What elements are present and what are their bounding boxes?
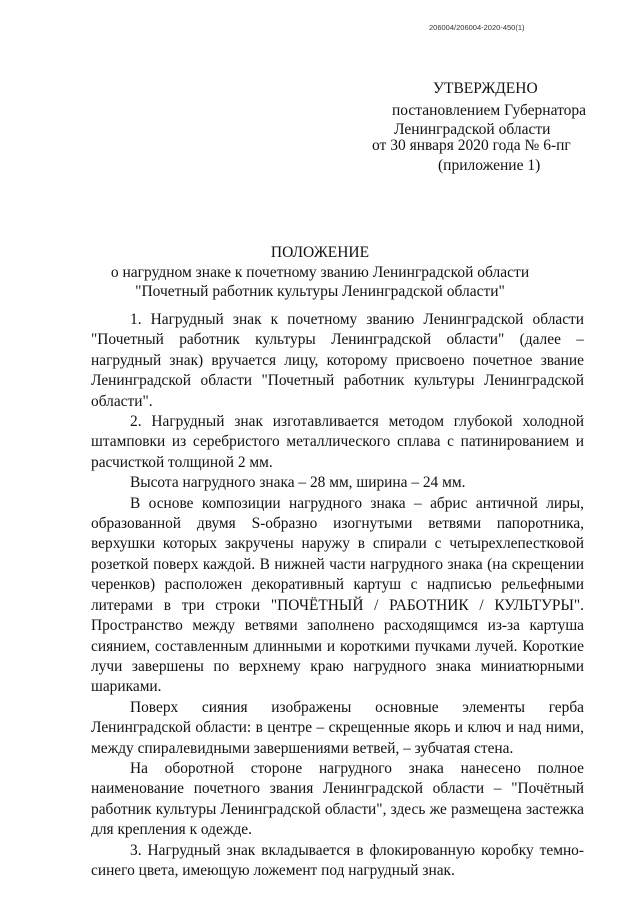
body-paragraph: 2. Нагрудный знак изготавливается методом глубокой холодной штамповки из серебристого металлического сплава с патинированием и расчисткой толщиной 2 мм. bbox=[91, 413, 584, 471]
title-heading: ПОЛОЖЕНИЕ bbox=[270, 244, 370, 261]
title-subtitle-2: "Почетный работник культуры Ленинградской области" bbox=[135, 283, 505, 300]
document-id: 206004/206004-2020-450(1) bbox=[429, 23, 525, 32]
body-paragraph: 3. Нагрудный знак вкладывается в флокированную коробку темно-синего цвета, имеющую ложемент под нагрудный знак. bbox=[91, 841, 584, 879]
body-paragraph: Поверх сияния изображены основные элементы герба Ленинградской области: в центре – скрещенные якорь и ключ и над ними, между спиралевидными завершениями ветвей, – зубчатая стена. bbox=[91, 698, 584, 757]
approval-line-1: постановлением Губернатора bbox=[392, 102, 587, 119]
appendix-label: (приложение 1) bbox=[438, 157, 541, 174]
body-paragraph: Высота нагрудного знака – 28 мм, ширина – 24 мм. bbox=[130, 474, 466, 492]
document-body bbox=[91, 310, 584, 881]
body-paragraph: 1. Нагрудный знак к почетному званию Ленинградской области "Почетный работник культуры Ленинградской области" (далее – нагрудный знак) вручается лицу, которому присвоено почетное звание Ленинградской области "Почетный работник культуры Ленинградской области". bbox=[91, 311, 584, 410]
approval-line-2: Ленинградской области bbox=[394, 121, 551, 138]
title-subtitle-1: о нагрудном знаке к почетному званию Ленинградской области bbox=[110, 264, 530, 281]
approved-label: УТВЕРЖДЕНО bbox=[433, 80, 538, 97]
approval-line-3: от 30 января 2020 года № 6-пг bbox=[372, 137, 571, 154]
body-paragraph: На оборотной стороне нагрудного знака нанесено полное наименование почетного звания Ленинградской области – "Почётный работник культуры Ленинградской области", здесь же размещена застежка для крепления к одежде. bbox=[91, 759, 584, 839]
body-paragraph: В основе композиции нагрудного знака – абрис античной лиры, образованной двумя S-образно изогнутыми ветвями папоротника, верхушки которых закручены наружу в спирали с четырехлепестковой розеткой поверх каждой. В нижней части нагрудного знака (на скрещении черенков) расположен декоративный картуш с надписью рельефными литерами в три строки "ПОЧЁТНЫЙ / РАБОТНИК / КУЛЬТУРЫ". Пространство между ветвями заполнено расходящимся из-за картуша сиянием, составленным длинными и короткими пучками лучей. Короткие лучи завершены по верхнему краю нагрудного знака миниатюрными шариками. bbox=[91, 494, 584, 696]
